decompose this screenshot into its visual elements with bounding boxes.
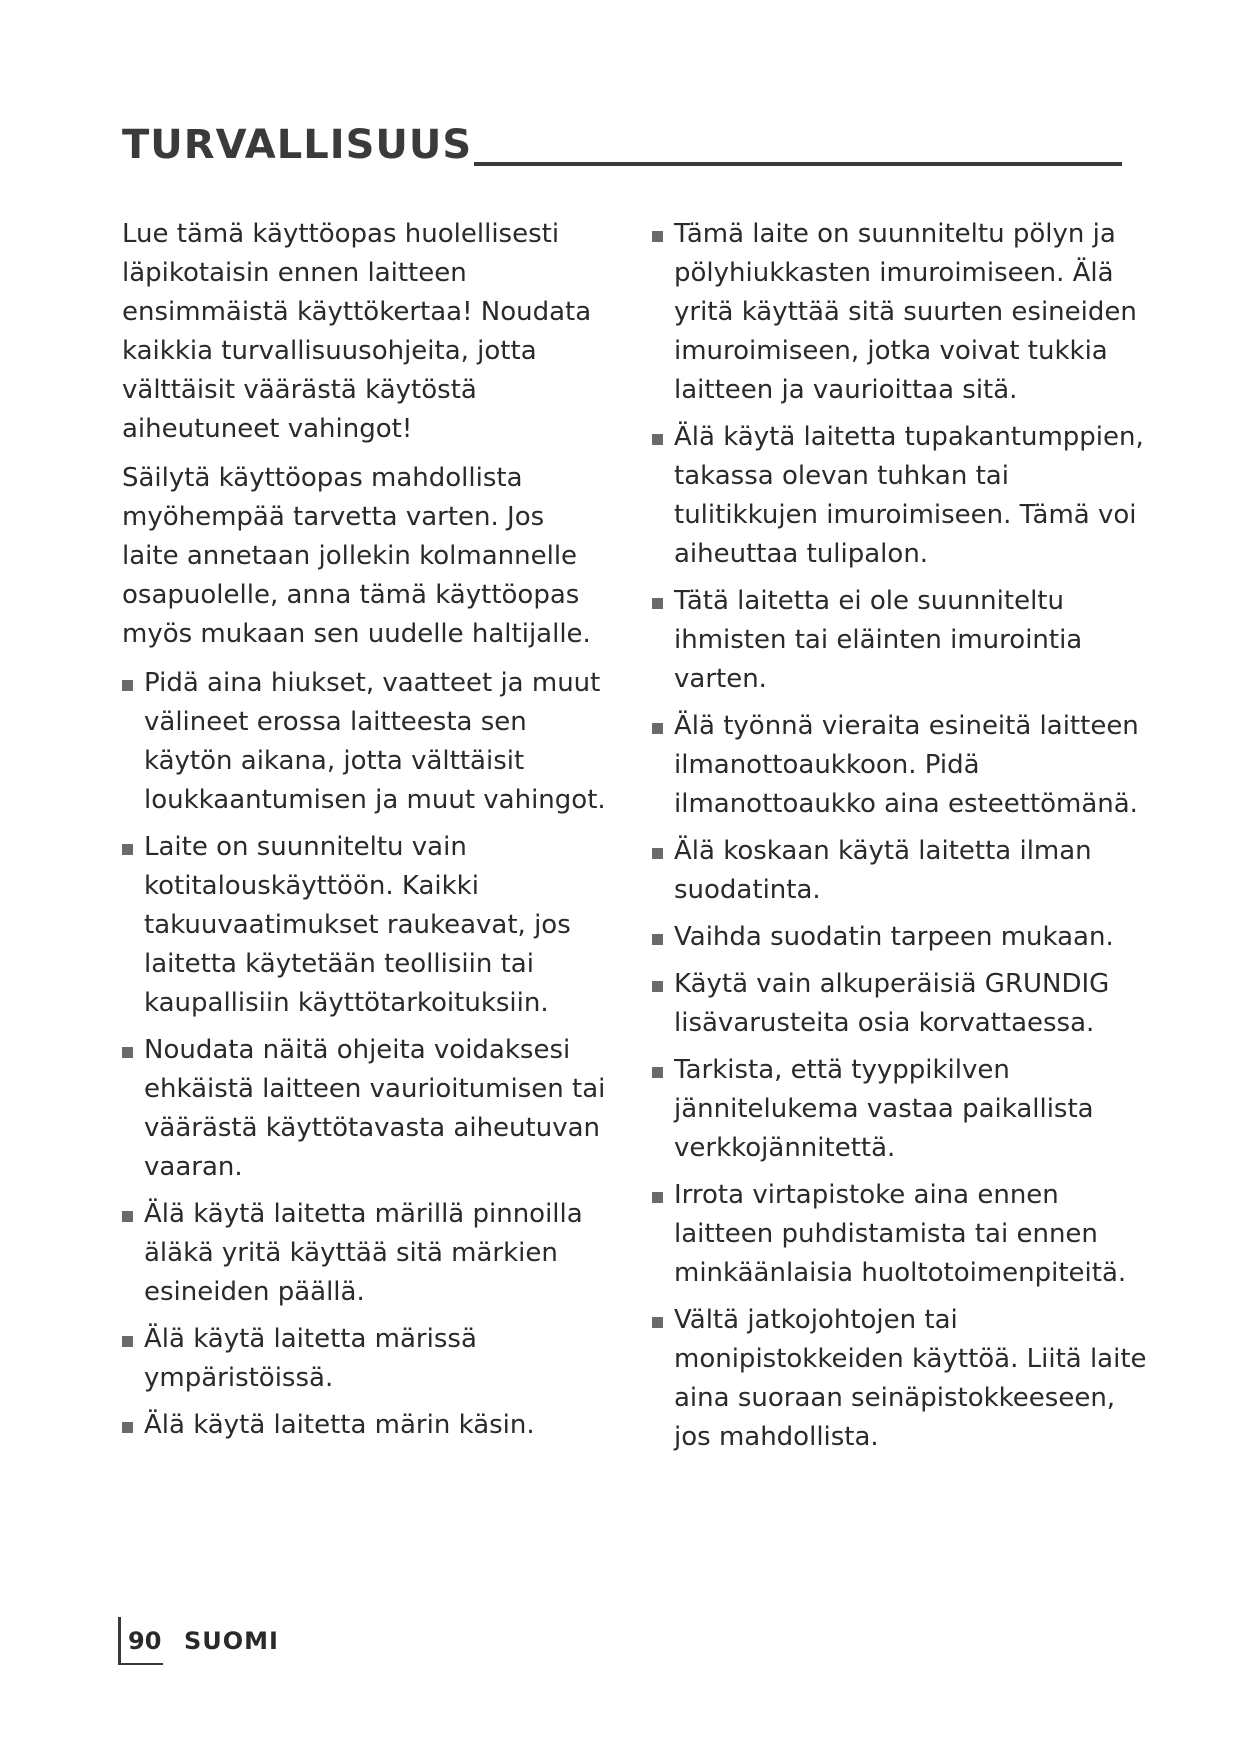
square-bullet-icon xyxy=(122,1422,133,1433)
list-item xyxy=(652,215,1150,410)
square-bullet-icon xyxy=(652,1192,663,1203)
list-item xyxy=(652,965,1150,1043)
list-item-text: Älä käytä laitetta märissä ympäristöissä. xyxy=(144,1324,477,1393)
list-item-text: Tarkista, että tyyppikilven jännitelukema vastaa paikallista verkkojännitettä. xyxy=(674,1055,1094,1163)
square-bullet-icon xyxy=(652,848,663,859)
list-item xyxy=(122,1195,607,1312)
intro-paragraph: Lue tämä käyttöopas huolellisesti läpikotaisin ennen laitteen ensimmäistä käyttökertaa! Noudata kaikkia turvallisuusohjeita, jotta välttäisit väärästä käytöstä aiheutuneet vahingot! xyxy=(122,219,592,444)
square-bullet-icon xyxy=(122,1336,133,1347)
list-item xyxy=(652,1301,1150,1457)
list-item-text: Noudata näitä ohjeita voidaksesi ehkäistä laitteen vaurioitumisen tai väärästä käyttötavasta aiheutuvan vaaran. xyxy=(144,1035,606,1182)
list-item-text: Älä käytä laitetta märin käsin. xyxy=(144,1410,535,1440)
list-item-text: Älä käytä laitetta tupakantumppien, takassa olevan tuhkan tai tulitikkujen imuroimiseen. Tämä voi aiheuttaa tulipalon. xyxy=(674,422,1144,569)
list-item xyxy=(652,1176,1150,1293)
list-item-text: Tämä laite on suunniteltu pölyn ja pölyhiukkasten imuroimiseen. Älä yritä käyttää sitä suurten esineiden imuroimiseen, jotka voivat tukkia laitteen ja vaurioittaa sitä. xyxy=(674,219,1137,405)
square-bullet-icon xyxy=(122,844,133,855)
page-number: 90 xyxy=(128,1627,162,1655)
list-item-text: Laite on suunniteltu vain kotitalouskäyttöön. Kaikki takuuvaatimukset raukeavat, jos laitetta käytetään teollisiin tai kaupallisiin käyttötarkoituksiin. xyxy=(144,832,571,1018)
page-title: TURVALLISUUS xyxy=(122,122,473,168)
list-item xyxy=(122,828,607,1023)
square-bullet-icon xyxy=(652,1317,663,1328)
square-bullet-icon xyxy=(652,434,663,445)
footer-baseline xyxy=(118,1663,163,1665)
page-footer xyxy=(118,1617,418,1665)
list-item xyxy=(122,1320,607,1398)
list-item xyxy=(652,1051,1150,1168)
page-header xyxy=(122,120,1122,180)
list-item xyxy=(652,418,1150,574)
square-bullet-icon xyxy=(122,1047,133,1058)
square-bullet-icon xyxy=(652,1067,663,1078)
list-item xyxy=(652,707,1150,824)
square-bullet-icon xyxy=(652,723,663,734)
left-column xyxy=(122,215,607,1453)
right-column xyxy=(652,215,1150,1465)
list-item-text: Älä koskaan käytä laitetta ilman suodatinta. xyxy=(674,836,1092,905)
square-bullet-icon xyxy=(652,981,663,992)
list-item-text: Irrota virtapistoke aina ennen laitteen puhdistamista tai ennen minkäänlaisia huoltotoimenpiteitä. xyxy=(674,1180,1127,1288)
square-bullet-icon xyxy=(652,598,663,609)
title-rule xyxy=(474,162,1122,166)
list-item xyxy=(122,664,607,820)
list-item-text: Käytä vain alkuperäisiä GRUNDIG lisävarusteita osia korvattaessa. xyxy=(674,969,1110,1038)
square-bullet-icon xyxy=(122,680,133,691)
footer-language: SUOMI xyxy=(184,1627,279,1655)
footer-bar xyxy=(118,1617,121,1665)
list-item xyxy=(122,1031,607,1187)
list-item-text: Tätä laitetta ei ole suunniteltu ihmisten tai eläinten imurointia varten. xyxy=(674,586,1083,694)
right-bullet-list xyxy=(652,215,1150,1457)
square-bullet-icon xyxy=(652,934,663,945)
square-bullet-icon xyxy=(652,231,663,242)
list-item-text: Pidä aina hiukset, vaatteet ja muut välineet erossa laitteesta sen käytön aikana, jotta välttäisit loukkaantumisen ja muut vahingot. xyxy=(144,668,606,815)
list-item-text: Vaihda suodatin tarpeen mukaan. xyxy=(674,922,1114,952)
square-bullet-icon xyxy=(122,1211,133,1222)
list-item xyxy=(122,1406,607,1445)
list-item xyxy=(652,918,1150,957)
list-item xyxy=(652,582,1150,699)
list-item-text: Vältä jatkojohtojen tai monipistokkeiden käyttöä. Liitä laite aina suoraan seinäpistokkeeseen, jos mahdollista. xyxy=(674,1305,1147,1452)
list-item xyxy=(652,832,1150,910)
list-item-text: Älä käytä laitetta märillä pinnoilla äläkä yritä käyttää sitä märkien esineiden päällä. xyxy=(144,1199,583,1307)
storage-paragraph: Säilytä käyttöopas mahdollista myöhempää tarvetta varten. Jos laite annetaan jollekin kolmannelle osapuolelle, anna tämä käyttöopas myös mukaan sen uudelle haltijalle. xyxy=(122,463,591,649)
left-bullet-list xyxy=(122,664,607,1445)
list-item-text: Älä työnnä vieraita esineitä laitteen ilmanottoaukkoon. Pidä ilmanottoaukko aina esteettömänä. xyxy=(674,711,1139,819)
